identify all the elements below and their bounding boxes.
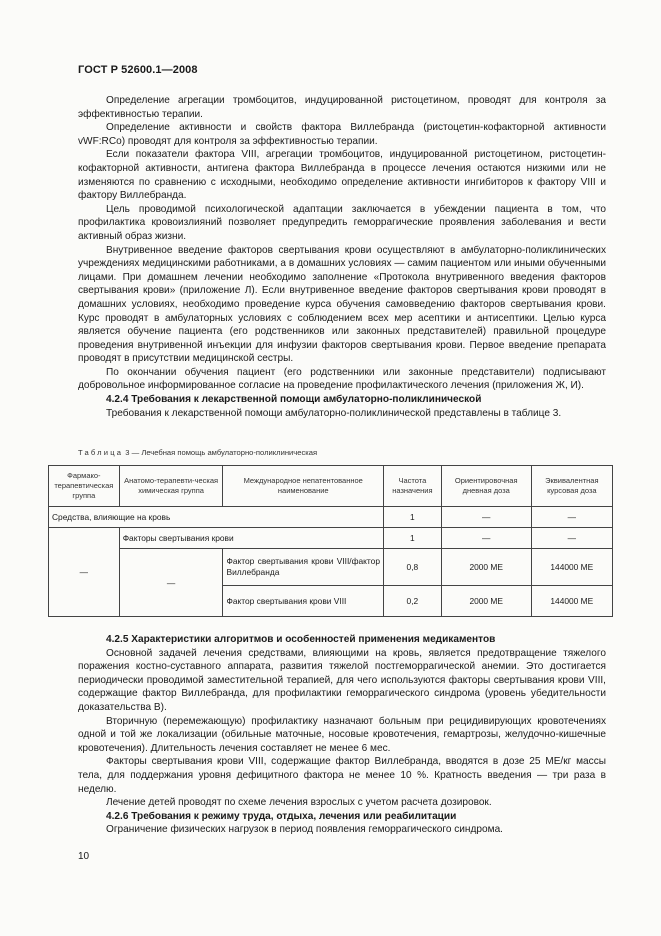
table-cell: Факторы свертывания крови: [119, 528, 383, 549]
section-heading-4-2-6: 4.2.6 Требования к режиму труда, отдыха, лечения или реабилитации: [106, 810, 457, 822]
paragraph: Вторичную (перемежающую) профилактику назначают больным при рецидивирующих кровотечениях одной и той же локализации (обильные маточные, носовые кровотечения, гемартрозы, желудочно-кишечные кровотечения). Длительность лечения составляет не менее 6 мес.: [78, 715, 606, 754]
column-header: Международное непатентованное наименование: [223, 466, 384, 507]
table-row: [49, 549, 613, 586]
paragraph: Определение активности и свойств фактора Виллебранда (ристоцетин-кофакторной активности vWF:RCo) проводят для контроля за эффективностью терапии.: [78, 122, 606, 147]
table-cell: —: [531, 528, 612, 549]
column-header: Эквивалентная курсовая доза: [531, 466, 612, 507]
column-header: Анатомо-терапевти-ческая химическая группа: [119, 466, 223, 507]
paragraph: Лечение детей проводят по схеме лечения взрослых с учетом расчета дозировок.: [106, 797, 492, 809]
paragraph: Факторы свертывания крови VIII, содержащие фактор Виллебранда, вводятся в дозе 25 МЕ/кг массы тела, для поддержания уровня дефицитного фактора не менее 10 %. Кратность введения — три раза в неделю.: [78, 756, 606, 795]
table-cell: 1: [383, 507, 441, 528]
table-cell: 0,8: [383, 549, 441, 586]
body-text-bottom: [78, 633, 606, 837]
paragraph: Требования к лекарственной помощи амбулаторно-поликлинической представлены в таблице 3.: [106, 407, 562, 419]
paragraph: Если показатели фактора VIII, агрегации тромбоцитов, индуцированной ристоцетином, ристоцетин-кофакторной активности, антигена фактора Виллебранда в процессе лечения остаются низкими или не изменяются по сравнению с исходными, необходимо определение активности ингибиторов к фактору VIII и фактору Виллебранда.: [78, 149, 606, 202]
table-caption-title: 3 — Лечебная помощь амбулаторно-поликлиническая: [123, 448, 318, 457]
table-caption-label: Таблица: [78, 448, 124, 457]
table-cell: Средства, влияющие на кровь: [49, 507, 384, 528]
table-cell: —: [441, 507, 531, 528]
section-heading-4-2-4: 4.2.4 Требования к лекарственной помощи амбулаторно-поликлинической: [106, 394, 482, 406]
table-cell: 2000 МЕ: [441, 586, 531, 617]
paragraph: Ограничение физических нагрузок в период появления геморрагического синдрома.: [106, 824, 503, 836]
table-caption: [78, 448, 317, 457]
table-header-row: [49, 466, 613, 507]
body-text-top: [78, 94, 606, 420]
table-3: [48, 465, 613, 617]
table-cell: 2000 МЕ: [441, 549, 531, 586]
table-cell: 144000 МЕ: [531, 549, 612, 586]
table-cell: —: [49, 528, 120, 617]
table-cell: —: [119, 549, 223, 617]
page-number: 10: [78, 851, 90, 862]
paragraph: Внутривенное введение факторов свертывания крови осуществляют в амбулаторно-поликлинических учреждениях медицинскими работниками, а в домашних условиях — самим пациентом или иными обученными лицами. При домашнем лечении необходимо заполнение «Протокола внутривенного введения факторов свертывания крови» (приложение Л). Если внутривенное введение факторов свертывания крови проводят в домашних условиях, необходимо проведение курса обучения самовведению факторов свертывания крови. Курс проводят в амбулаторных условиях с соблюдением всех мер асептики и антисептики. Целью курса является обучение пациента (его родственников или законных представителей) правильной процедуре проведения внутривенной инъекции для инфузии факторов свертывания крови. Первое введение препарата проводят в присутствии медицинской сестры.: [78, 244, 606, 365]
column-header: Частота назначения: [383, 466, 441, 507]
table-cell: 1: [383, 528, 441, 549]
table-row: [49, 528, 613, 549]
table-cell: —: [531, 507, 612, 528]
table-cell: Фактор свертывания крови VIII: [223, 586, 384, 617]
column-header: Фармако-терапевтическая группа: [49, 466, 120, 507]
table-row: [49, 507, 613, 528]
paragraph: Основной задачей лечения средствами, влияющими на кровь, является предотвращение тяжелого поражения костно-суставного аппарата, развития тяжелой постгеморрагической анемии. Это достигается периодически проводимой заместительной терапией, для чего используются факторы свертывания крови VIII, содержащие фактор Виллебранда, для профилактики геморрагического синдрома (уровень убедительности доказательства В).: [78, 647, 606, 713]
table-cell: Фактор свертывания крови VIII/фактор Виллебранда: [223, 549, 384, 586]
table-cell: —: [441, 528, 531, 549]
paragraph: Определение агрегации тромбоцитов, индуцированной ристоцетином, проводят для контроля за эффективностью терапии.: [78, 95, 606, 120]
table-cell: 0,2: [383, 586, 441, 617]
table-cell: 144000 МЕ: [531, 586, 612, 617]
paragraph: Цель проводимой психологической адаптации заключается в убеждении пациента в том, что профилактика кровоизлияний позволяет предупредить геморрагические проявления заболевания и вести активный образ жизни.: [78, 203, 606, 242]
column-header: Ориентировочная дневная доза: [441, 466, 531, 507]
document-header: ГОСТ Р 52600.1—2008: [78, 64, 198, 76]
paragraph: По окончании обучения пациент (его родственники или законные представители) подписывают добровольное информированное согласие на проведение профилактического лечения (приложения Ж, И).: [78, 366, 606, 392]
section-heading-4-2-5: 4.2.5 Характеристики алгоритмов и особенностей применения медикаментов: [106, 634, 496, 645]
